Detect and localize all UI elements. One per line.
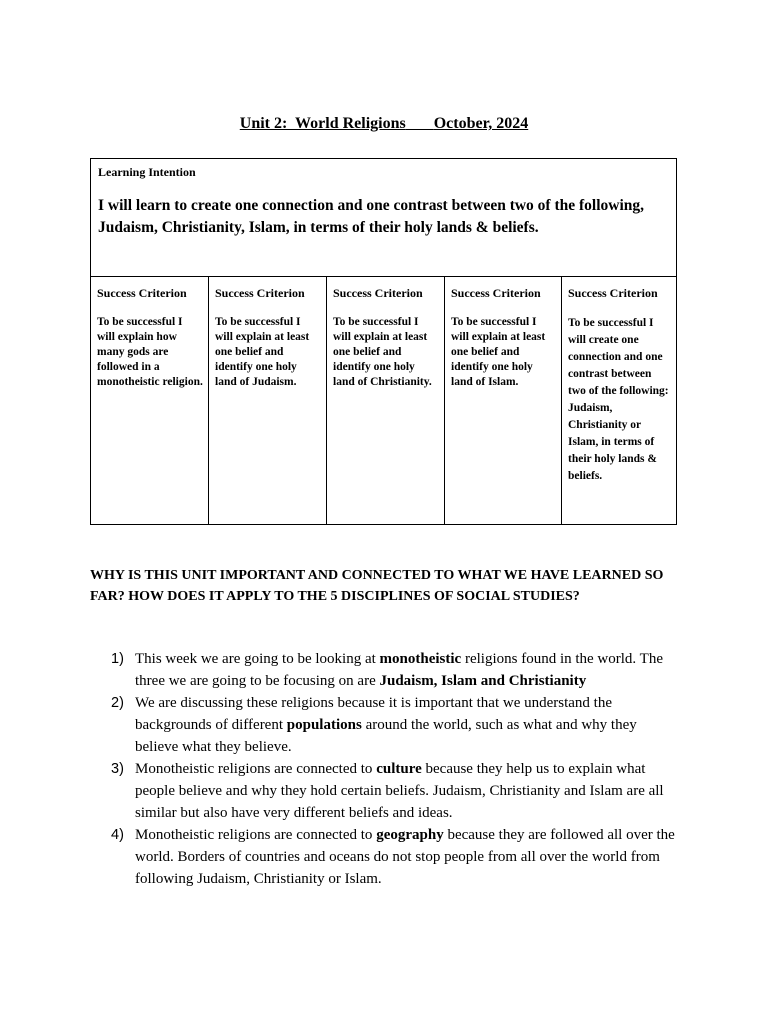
point-text: religions found in the world. The three we are going to be focusing on are <box>135 651 663 689</box>
point-text: around the world, such as what and why they believe what they believe. <box>135 717 637 755</box>
list-number: 1) <box>111 651 124 667</box>
criterion-text: To be successful I will explain at least one belief and identify one holy land of Judaism. <box>215 316 310 388</box>
success-criterion-1 <box>91 277 209 524</box>
point-text: We are discussing these religions because it is important that we understand the backgrounds of different <box>135 695 612 733</box>
learning-intention-box <box>90 158 677 277</box>
list-item <box>90 758 680 824</box>
title-spacer <box>406 115 434 132</box>
point-text: Monotheistic religions are connected to <box>135 761 377 777</box>
list-number: 4) <box>111 827 124 843</box>
learning-intention-text: I will learn to create one connection and one contrast between two of the following, Judaism, Christianity, Islam, in terms of their holy lands & beliefs. <box>98 197 645 236</box>
learning-intention-label: Learning Intention <box>98 165 196 179</box>
criterion-heading: Success Criterion <box>451 286 541 300</box>
point-keyword: geography <box>376 827 444 843</box>
success-criterion-5 <box>562 277 676 524</box>
criterion-heading: Success Criterion <box>333 286 423 300</box>
list-item <box>90 648 680 692</box>
success-criteria-table <box>90 276 677 525</box>
criterion-heading: Success Criterion <box>568 286 658 300</box>
list-item <box>90 692 680 758</box>
point-text: because they help us to explain what people believe and why they hold certain beliefs. Judaism, Christianity and Islam are all similar but also have very different beliefs and ideas. <box>135 761 664 821</box>
point-keyword: culture <box>376 761 422 777</box>
list-number: 3) <box>111 761 124 777</box>
list-number: 2) <box>111 695 124 711</box>
success-criterion-4 <box>445 277 562 524</box>
criterion-text: To be successful I will explain at least one belief and identify one holy land of Christianity. <box>333 316 432 388</box>
criterion-text: To be successful I will explain how many gods are followed in a monotheistic religion. <box>97 316 203 388</box>
document-date: October, 2024 <box>433 115 529 132</box>
criterion-text: To be successful I will explain at least one belief and identify one holy land of Islam. <box>451 316 546 388</box>
point-text: Monotheistic religions are connected to <box>135 827 377 843</box>
success-criterion-2 <box>209 277 327 524</box>
list-item <box>90 824 680 890</box>
points-list <box>90 648 680 890</box>
point-keyword: monotheistic <box>379 651 462 667</box>
point-keyword: Judaism, Islam and Christianity <box>379 673 587 689</box>
section-heading: WHY IS THIS UNIT IMPORTANT AND CONNECTED TO WHAT WE HAVE LEARNED SO FAR? HOW DOES IT APPLY TO THE 5 DISCIPLINES OF SOCIAL STUDIES? <box>90 568 664 604</box>
unit-title: Unit 2: World Religions <box>239 115 406 132</box>
point-text: because they are followed all over the world. Borders of countries and oceans do not stop people from all over the world from following Judaism, Christianity or Islam. <box>135 827 675 887</box>
document-title <box>0 115 768 133</box>
point-keyword: populations <box>286 717 362 733</box>
criterion-text: To be successful I will create one connection and one contrast between two of the following: Judaism, Christianity or Islam, in terms of their holy lands & beliefs. <box>568 317 669 482</box>
success-criterion-3 <box>327 277 445 524</box>
criterion-heading: Success Criterion <box>97 286 187 300</box>
point-text: This week we are going to be looking at <box>135 651 380 667</box>
criterion-heading: Success Criterion <box>215 286 305 300</box>
